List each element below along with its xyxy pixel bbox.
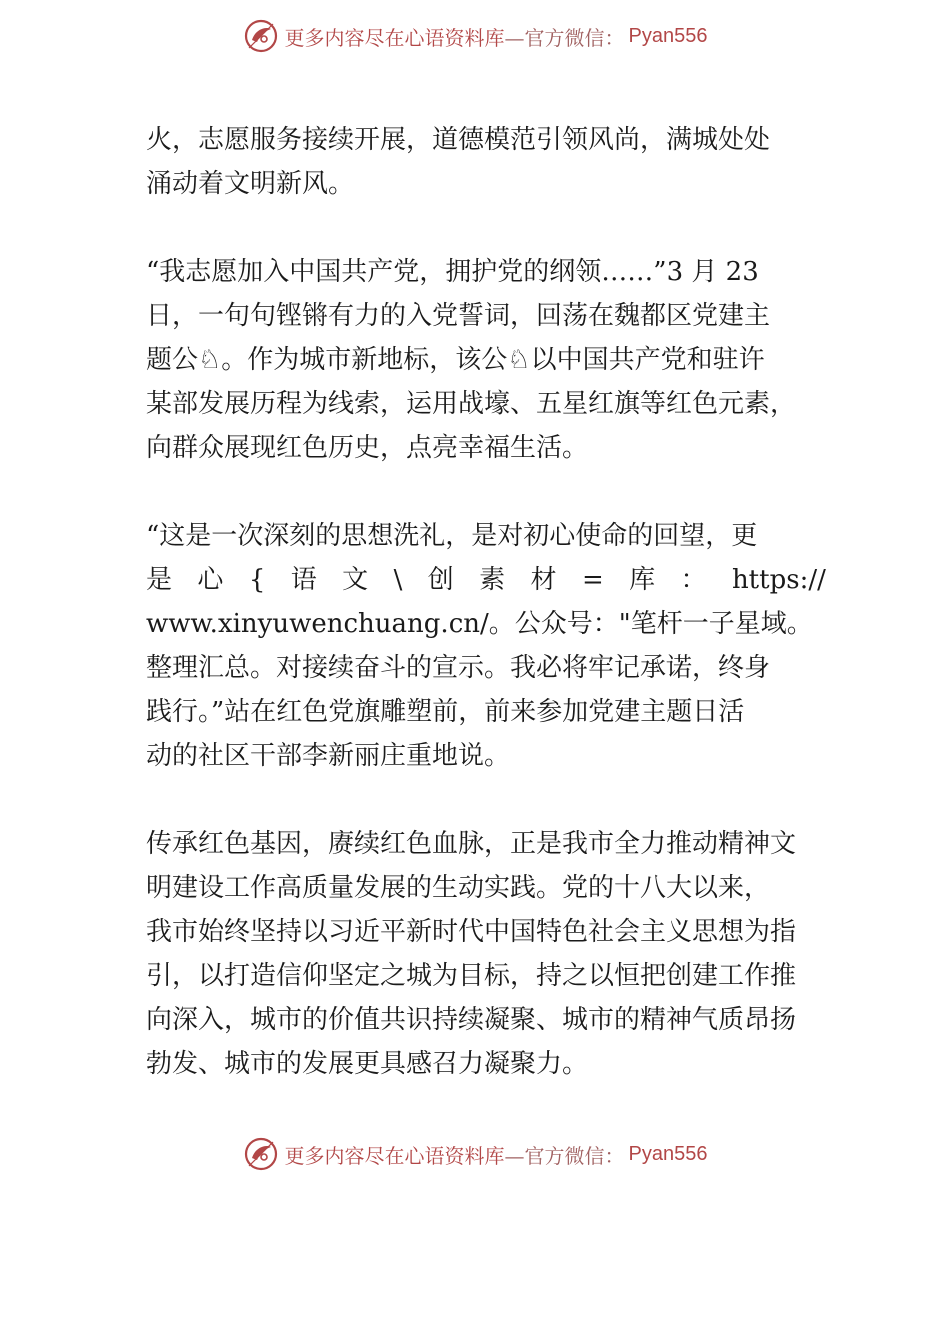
text-line: 日，一句句铿锵有力的入党誓词，回荡在魏都区党建主 [146,301,771,331]
banner-wechat-label: —官方微信： [504,25,625,50]
text-line: 动的社区干部李新丽庄重地说。 [146,741,511,771]
text-line: www.xinyuwenchuang.cn/。公众号："笔杆一子星域。 [146,609,813,639]
text-line: “这是一次深刻的思想洗礼，是对初心使命的回望，更 [146,521,758,551]
text-line: 传承红色基因，赓续红色血脉，正是我市全力推动精神文 [146,829,797,859]
spread-token: { [248,565,266,595]
text-line: 引，以打造信仰坚定之城为目标，持之以恒把创建工作推 [146,961,797,991]
text-line: 某部发展历程为线索，运用战壕、五星红旗等红色元素， [146,389,797,419]
paragraph [146,118,826,206]
spread-token: 材 [530,565,557,595]
banner-brand-text: 更多内容尽在心语资料库 [284,1143,505,1168]
text-line: 涌动着文明新风。 [146,169,355,199]
paragraph [146,514,826,778]
logo-icon [243,1136,279,1172]
text-line: 明建设工作高质量发展的生动实践。党的十八大以来， [146,873,771,903]
spread-token: \ [393,565,403,595]
spread-token: 素 [479,565,506,595]
text-line: 我市始终坚持以习近平新时代中国特色社会主义思想为指 [146,917,797,947]
banner-wechat-id: Pyan556 [628,24,708,47]
header-banner [0,14,950,58]
spread-token: 创 [427,565,454,595]
paragraph [146,250,826,470]
banner-brand-text: 更多内容尽在心语资料库 [284,25,505,50]
text-line: 火，志愿服务接续开展，道德模范引领风尚，满城处处 [146,125,771,155]
text-line: 践行。”站在红色党旗雕塑前，前来参加党建主题日活 [146,697,745,727]
spread-token: 心 [197,565,224,595]
spread-token: 语 [290,565,317,595]
spread-token: https:// [731,565,826,595]
text-line: 题公♘。作为城市新地标，该公♘以中国共产党和驻许 [146,345,765,375]
text-line-spread [146,558,826,602]
banner-wechat-id: Pyan556 [628,1142,708,1165]
spread-token: 库 [629,565,656,595]
text-line: 向深入，城市的价值共识持续凝聚、城市的精神气质昂扬 [146,1005,797,1035]
spread-token: 文 [342,565,369,595]
footer-banner [0,1132,950,1176]
logo-icon [243,18,279,54]
spread-token: = [581,565,604,595]
banner-wechat-label: —官方微信： [504,1143,625,1168]
paragraph [146,822,826,1086]
spread-token: ： [680,565,707,595]
text-line: 整理汇总。对接续奋斗的宣示。我必将牢记承诺，终身 [146,653,771,683]
document-body [146,118,826,1130]
text-line: “我志愿加入中国共产党，拥护党的纲领……”3 月 23 [146,257,759,287]
text-line: 勃发、城市的发展更具感召力凝聚力。 [146,1049,589,1079]
spread-token: 是 [146,565,173,595]
text-line: 向群众展现红色历史，点亮幸福生活。 [146,433,589,463]
